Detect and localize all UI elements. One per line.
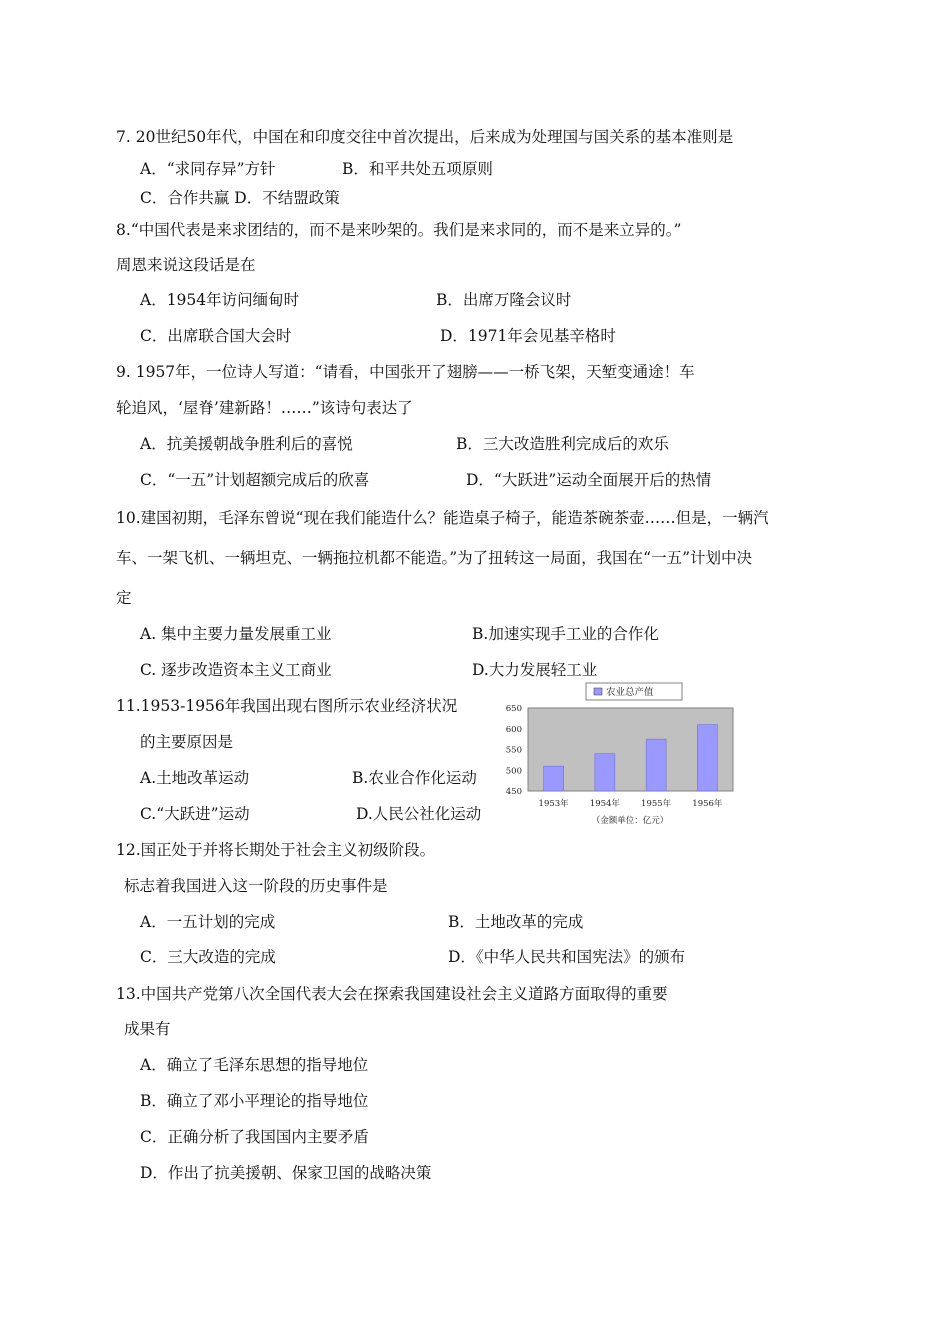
q11-option-a: A.土地改革运动 <box>140 769 250 787</box>
q7-stem: 7. 20世纪50年代，中国在和印度交往中首次提出，后来成为处理国与国关系的基本准则是 <box>116 128 734 146</box>
q13-option-d: D．作出了抗美援朝、保家卫国的战略决策 <box>140 1164 432 1182</box>
bar <box>544 766 564 791</box>
q7-option-a: A．“求同存异”方针 <box>140 160 276 178</box>
q13-stem-line2: 成果有 <box>124 1020 171 1038</box>
y-tick-label: 450 <box>505 787 522 797</box>
q12-option-a: A．一五计划的完成 <box>140 913 276 931</box>
q8-option-c: C．出席联合国大会时 <box>140 327 292 345</box>
q9-stem-line2: 轮追风，‘屋脊’建新路！……”该诗句表达了 <box>116 399 413 417</box>
q9-option-a: A．抗美援朝战争胜利后的喜悦 <box>140 435 353 453</box>
q11-stem-line2: 的主要原因是 <box>140 733 234 751</box>
q10-stem-line1: 10.建国初期，毛泽东曾说“现在我们能造什么？能造桌子椅子，能造茶碗茶壶……但是，一辆汽 <box>116 509 769 527</box>
q7-option-cd: C．合作共赢 D．不结盟政策 <box>140 189 340 207</box>
q12-stem-line2: 标志着我国进入这一阶段的历史事件是 <box>124 877 388 895</box>
q10-option-d: D.大力发展轻工业 <box>472 661 598 679</box>
q9-option-b: B．三大改造胜利完成后的欢乐 <box>456 435 669 453</box>
q11-option-d: D.人民公社化运动 <box>356 805 482 823</box>
q10-option-a: A. 集中主要力量发展重工业 <box>140 625 332 643</box>
y-tick-label: 550 <box>505 745 522 756</box>
chart-caption: （金额单位：亿元） <box>591 816 669 826</box>
bar <box>595 754 615 791</box>
q8-option-d: D．1971年会见基辛格时 <box>440 327 616 345</box>
legend-swatch <box>594 688 602 695</box>
x-tick-label: 1956年 <box>692 799 723 809</box>
x-tick-label: 1955年 <box>641 799 672 809</box>
q13-stem-line1: 13.中国共产党第八次全国代表大会在探索我国建设社会主义道路方面取得的重要 <box>116 985 668 1003</box>
q12-option-d: D．《中华人民共和国宪法》的颁布 <box>448 948 686 966</box>
y-axis-ticks <box>506 704 522 797</box>
q9-stem-line1: 9. 1957年，一位诗人写道：“请看，中国张开了翅膀——一桥飞架，天堑变通途！车 <box>116 363 695 381</box>
q12-option-b: B．土地改革的完成 <box>448 913 584 931</box>
y-tick-label: 500 <box>505 766 522 777</box>
bar <box>697 725 717 791</box>
y-tick-label: 650 <box>505 704 522 714</box>
q8-stem-line2: 周恩来说这段话是在 <box>116 256 256 274</box>
q8-stem-line1: 8.“中国代表是来求团结的，而不是来吵架的。我们是来求同的，而不是来立异的。” <box>116 221 682 239</box>
q11-option-b: B.农业合作化运动 <box>352 769 477 787</box>
x-tick-label: 1954年 <box>589 799 620 809</box>
q13-option-b: B．确立了邓小平理论的指导地位 <box>140 1092 369 1110</box>
q11-option-c: C.“大跃进”运动 <box>140 805 250 823</box>
q10-option-c: C. 逐步改造资本主义工商业 <box>140 661 332 679</box>
agricultural-output-bar-chart <box>490 680 750 830</box>
x-tick-label: 1953年 <box>538 799 569 809</box>
y-tick-label: 600 <box>505 724 522 735</box>
x-axis-labels <box>539 798 723 809</box>
q13-option-c: C．正确分析了我国国内主要矛盾 <box>140 1128 369 1146</box>
q13-option-a: A．确立了毛泽东思想的指导地位 <box>140 1056 369 1074</box>
q9-option-c: C．“一五”计划超额完成后的欣喜 <box>140 471 370 489</box>
q7-option-b: B．和平共处五项原则 <box>342 160 493 178</box>
bar <box>646 739 666 791</box>
q8-option-b: B．出席万隆会议时 <box>436 291 572 309</box>
q8-option-a: A．1954年访问缅甸时 <box>140 291 300 309</box>
q9-option-d: D．“大跃进”运动全面展开后的热情 <box>466 471 712 489</box>
legend-label: 农业总产值 <box>606 687 654 698</box>
q12-option-c: C．三大改造的完成 <box>140 948 276 966</box>
q12-stem-line1: 12.国正处于并将长期处于社会主义初级阶段。 <box>116 841 436 859</box>
q11-stem-line1: 11.1953-1956年我国出现右图所示农业经济状况 <box>116 697 458 715</box>
q10-option-b: B.加速实现手工业的合作化 <box>472 625 659 643</box>
chart-legend <box>586 683 682 700</box>
q10-stem-line3: 定 <box>116 589 132 607</box>
q10-stem-line2: 车、一架飞机、一辆坦克、一辆拖拉机都不能造。”为了扭转这一局面，我国在“一五”计划中决 <box>116 549 753 567</box>
